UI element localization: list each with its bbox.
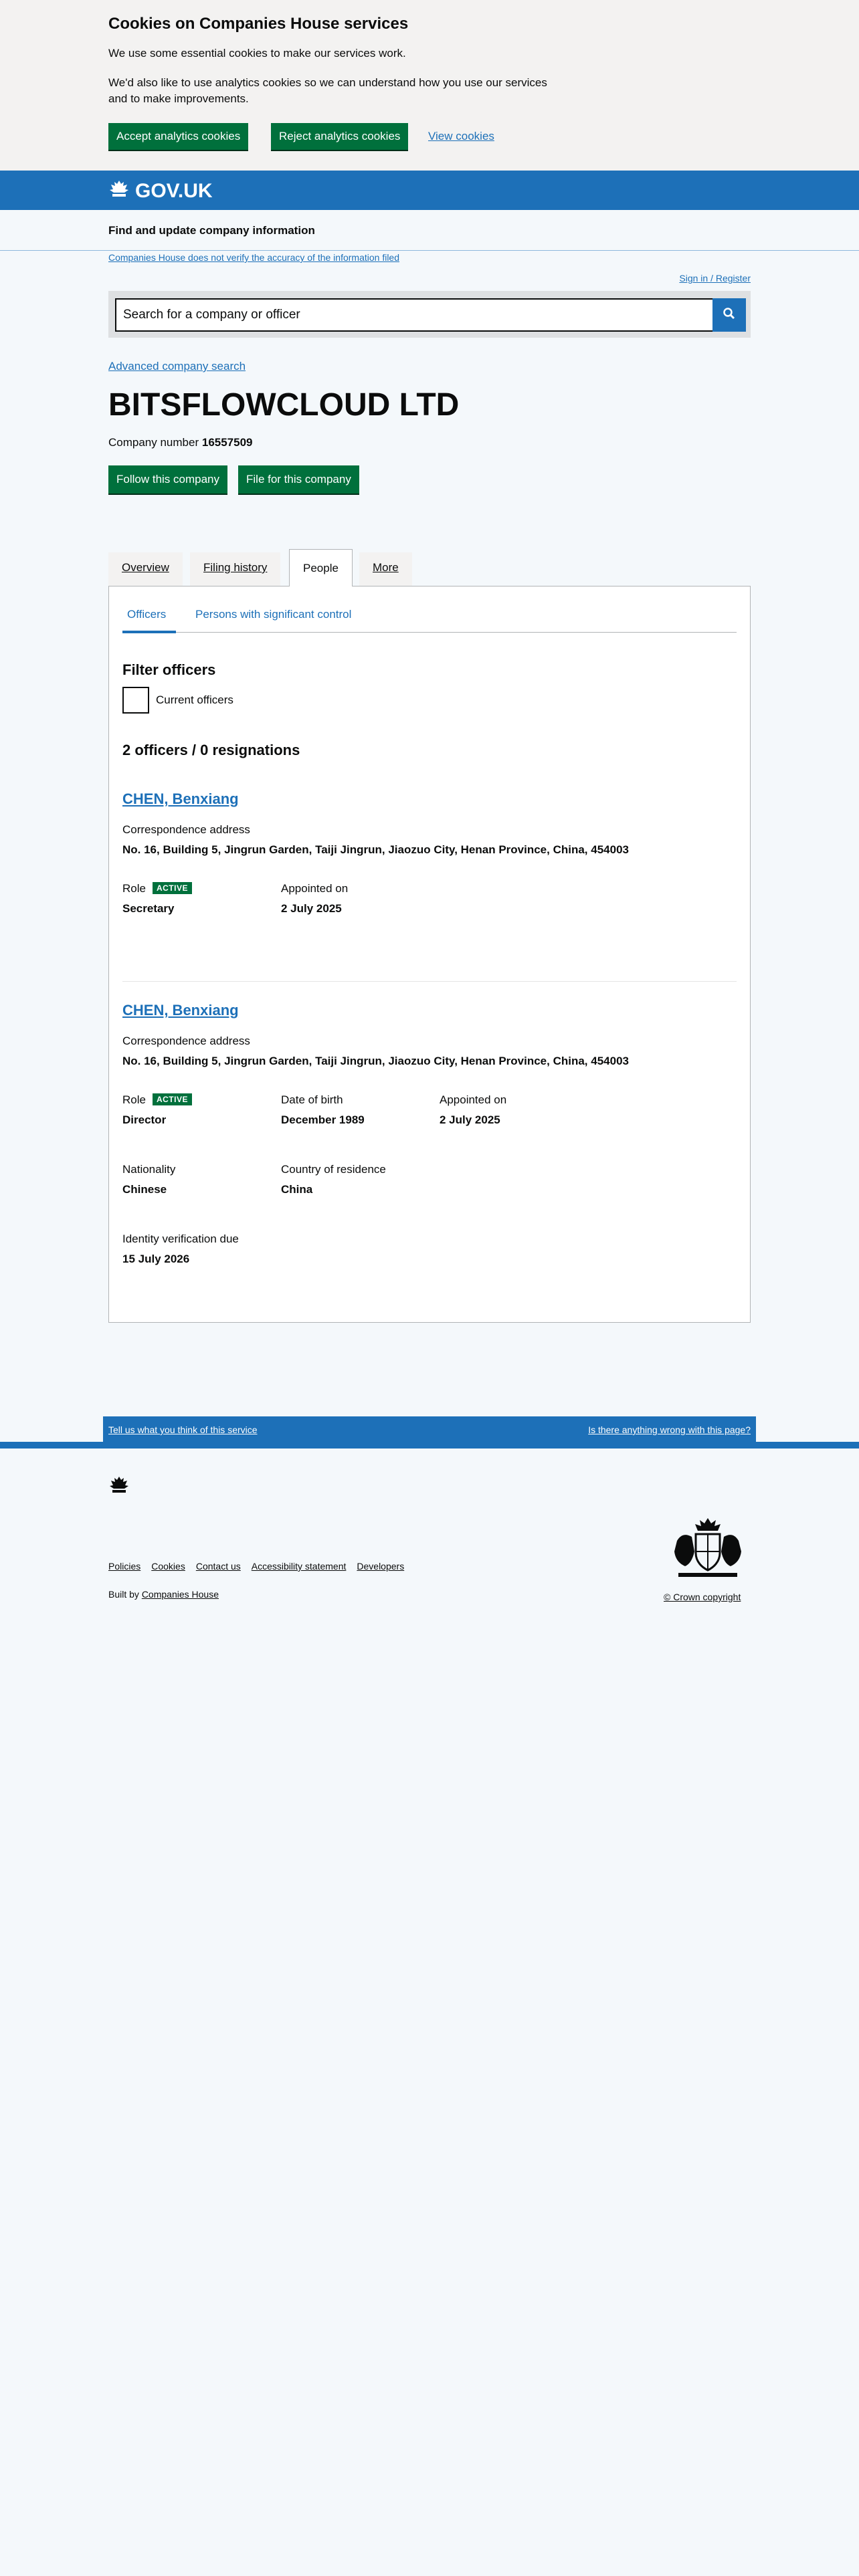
cookie-banner xyxy=(0,0,859,171)
officer-idv-label: Identity verification due xyxy=(122,1232,239,1245)
search-bar xyxy=(108,291,751,338)
subtab-officers[interactable]: Officers xyxy=(127,608,167,621)
report-problem-link[interactable]: Is there anything wrong with this page? xyxy=(588,1424,751,1435)
officer-address: No. 16, Building 5, Jingrun Garden, Taiji Jingrun, Jiaozuo City, Henan Province, China, 454003 xyxy=(122,843,629,856)
govuk-header xyxy=(0,171,859,210)
file-for-company-button[interactable]: File for this company xyxy=(238,465,359,494)
status-badge: ACTIVE xyxy=(153,882,192,894)
disclaimer-link[interactable]: Companies House does not verify the accuracy of the information filed xyxy=(108,252,400,263)
company-name: BITSFLOWCLOUD LTD xyxy=(108,387,460,423)
sign-in-link[interactable]: Sign in / Register xyxy=(679,273,751,284)
crown-icon xyxy=(108,179,130,203)
search-button[interactable] xyxy=(712,298,746,332)
footer-link-contact[interactable]: Contact us xyxy=(195,1561,241,1572)
officer-role-label: Role xyxy=(122,1093,146,1106)
officer-dob: December 1989 xyxy=(281,1113,365,1126)
subtab-selected-indicator xyxy=(122,631,176,633)
cookie-title: Cookies on Companies House services xyxy=(108,15,409,33)
subtab-psc[interactable]: Persons with significant control xyxy=(195,608,352,621)
officer-address-label: Correspondence address xyxy=(122,823,250,836)
officer-divider xyxy=(122,981,737,982)
footer-links xyxy=(108,1561,404,1572)
officer-address-label: Correspondence address xyxy=(122,1035,250,1047)
footer-top-border xyxy=(0,1442,859,1448)
search-input[interactable]: Search for a company or officer xyxy=(115,298,714,332)
service-name[interactable]: Find and update company information xyxy=(108,224,315,237)
officers-summary: 2 officers / 0 resignations xyxy=(122,742,300,758)
people-panel xyxy=(108,586,751,1323)
officer-nationality: Chinese xyxy=(122,1183,167,1196)
status-badge: ACTIVE xyxy=(153,1093,192,1105)
officer-appointed-label: Appointed on xyxy=(281,882,349,895)
govuk-logo-text: GOV.UK xyxy=(135,180,213,202)
officer-idv: 15 July 2026 xyxy=(122,1253,190,1265)
royal-coat-of-arms-icon xyxy=(668,1514,748,1584)
follow-company-button[interactable]: Follow this company xyxy=(108,465,227,494)
footer-link-cookies[interactable]: Cookies xyxy=(151,1561,185,1572)
footer-crown-icon xyxy=(108,1475,130,1497)
feedback-bar xyxy=(103,1416,756,1442)
reject-cookies-button[interactable]: Reject analytics cookies xyxy=(271,123,408,150)
crown-copyright-link[interactable]: © Crown copyright xyxy=(664,1592,741,1602)
company-number xyxy=(108,436,253,449)
officer-residence: China xyxy=(281,1183,313,1196)
built-by-link[interactable]: Companies House xyxy=(141,1589,219,1600)
subtab-divider xyxy=(122,632,737,633)
filter-title: Filter officers xyxy=(122,661,216,678)
tab-filing-history[interactable]: Filing history xyxy=(190,552,280,586)
accept-cookies-button[interactable]: Accept analytics cookies xyxy=(108,123,248,150)
feedback-link[interactable]: Tell us what you think of this service xyxy=(108,1424,258,1435)
officer-appointed-label: Appointed on xyxy=(440,1093,507,1106)
current-officers-checkbox[interactable] xyxy=(122,687,149,714)
built-by-prefix: Built by xyxy=(108,1589,139,1600)
officer-role: Secretary xyxy=(122,902,175,915)
service-header xyxy=(0,210,859,251)
tab-overview[interactable]: Overview xyxy=(108,552,183,586)
officer-residence-label: Country of residence xyxy=(281,1163,386,1176)
officer-name-link[interactable]: CHEN, Benxiang xyxy=(122,1002,239,1018)
current-officers-filter[interactable] xyxy=(122,687,233,714)
officer-role-label-row xyxy=(122,882,192,895)
cookie-text-1: We use some essential cookies to make our services work. xyxy=(108,47,406,60)
footer-link-policies[interactable]: Policies xyxy=(108,1561,141,1572)
footer-link-accessibility[interactable]: Accessibility statement xyxy=(251,1561,347,1572)
officer-role-label-row xyxy=(122,1093,192,1107)
company-number-value: 16557509 xyxy=(201,436,253,449)
officer-appointed: 2 July 2025 xyxy=(440,1113,500,1126)
govuk-logo[interactable] xyxy=(108,179,213,203)
officer-name-link[interactable]: CHEN, Benxiang xyxy=(122,790,239,807)
cookie-text-2: We'd also like to use analytics cookies so we can understand how you use our services and to make improvements. xyxy=(108,76,547,105)
tab-more[interactable]: More xyxy=(359,552,412,586)
footer-link-developers[interactable]: Developers xyxy=(357,1561,405,1572)
current-officers-label: Current officers xyxy=(156,693,233,706)
search-icon xyxy=(723,307,736,324)
advanced-search-link[interactable]: Advanced company search xyxy=(108,360,246,372)
built-by xyxy=(108,1589,219,1600)
officer-address: No. 16, Building 5, Jingrun Garden, Taiji Jingrun, Jiaozuo City, Henan Province, China, 454003 xyxy=(122,1055,629,1067)
tab-people[interactable]: People xyxy=(289,549,353,586)
officer-nationality-label: Nationality xyxy=(122,1163,176,1176)
company-number-label: Company number xyxy=(108,436,199,449)
officer-role-label: Role xyxy=(122,882,146,895)
view-cookies-link[interactable]: View cookies xyxy=(428,130,494,142)
officer-appointed: 2 July 2025 xyxy=(281,902,342,915)
officer-dob-label: Date of birth xyxy=(281,1093,343,1106)
officer-role: Director xyxy=(122,1113,167,1126)
